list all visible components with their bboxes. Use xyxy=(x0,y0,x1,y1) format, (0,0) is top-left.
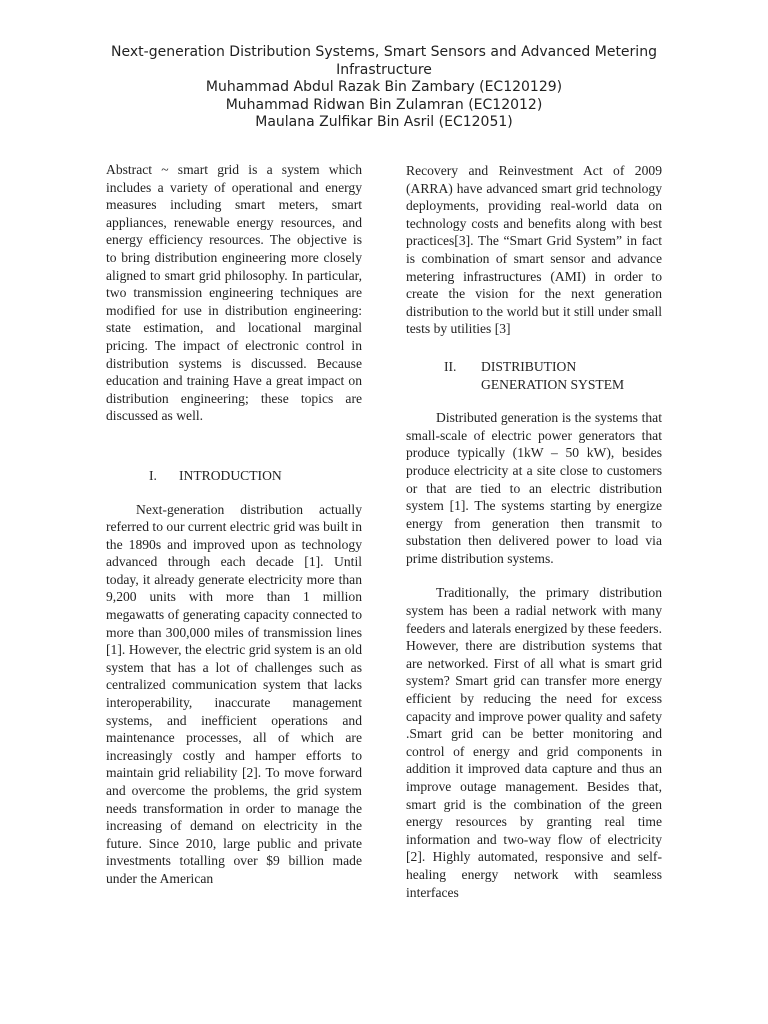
paragraph-gap xyxy=(406,567,662,584)
section-number: I. xyxy=(149,467,157,483)
left-column xyxy=(106,161,362,888)
paper-header xyxy=(0,44,768,132)
body-paragraph: Recovery and Reinvestment Act of 2009 (ARRA) have advanced smart grid technology deployments, providing real-world data on technology costs and benefits along with best practices[3]. The “Smart Grid System” in fact is combination of smart sensor and advance metering infrastructures (AMI) in order to create the vision for the next generation distribution to the world but it still under small tests by utilities [3] xyxy=(406,163,662,337)
body-paragraph: Next-generation distribution actually referred to our current electric grid was built in the 1890s and improved upon as technology advanced through each decade [1]. Until today, it already generate electricity more than 9,200 units with more than 1 million megawatts of generating capacity connected to more than 300,000 miles of transmission lines [1]. However, the electric grid system is an old system that has a lot of challenges such as centralized communication system that lacks interoperability, inaccurate management systems, and inefficient operations and maintenance processes, all of which are increasingly costly and hamper efforts to maintain grid reliability [2]. To move forward and overcome the problems, the grid system needs transformation in order to manage the increasing of demand on electricity in the future. Since 2010, large public and private investments totalling over $9 billion made under the American xyxy=(106,501,362,886)
section-heading-distribution-generation xyxy=(444,358,662,393)
abstract-paragraph: Abstract ~ smart grid is a system which includes a variety of operational and energy measures including smart meters, smart appliances, renewable energy resources, and energy efficiency resources. The objective is to bring distribution engineering more closely aligned to smart grid philosophy. In particular, two transmission engineering techniques are modified for use in distribution engineering: state estimation, and locational marginal pricing. The impact of electronic control in distribution systems is discussed. Because education and training Have a great impact on distribution engineering; these topics are discussed as well. xyxy=(106,162,362,424)
section-title-block xyxy=(481,358,624,393)
body-paragraph: Distributed generation is the systems that small-scale of electric power generators that produce typically (1kW – 50 kW), besides produce electricity at a site close to customers or that are tied to an electric distribution system [1]. The systems starting by energize energy from generation then transmit to substation then delivered power to load via prime distribution systems. xyxy=(406,410,662,566)
section-number: II. xyxy=(444,358,457,374)
author-line: Maulana Zulfikar Bin Asril (EC12051) xyxy=(255,114,513,130)
author-line: Muhammad Abdul Razak Bin Zambary (EC120129) xyxy=(205,79,563,95)
section-heading-introduction xyxy=(149,467,362,485)
author-line: Muhammad Ridwan Bin Zulamran (EC12012) xyxy=(225,96,543,113)
paper-title: Next-generation Distribution Systems, Smart Sensors and Advanced Metering Infrastructure xyxy=(111,44,657,78)
right-column xyxy=(406,162,662,901)
section-title: INTRODUCTION xyxy=(179,467,282,483)
section-title: DISTRIBUTION xyxy=(481,358,577,374)
section-title: GENERATION SYSTEM xyxy=(481,376,625,392)
body-paragraph: Traditionally, the primary distribution system has been a radial network with many feeders and laterals energized by these feeders. However, there are distribution systems that are networked. First of all what is smart grid system? Smart grid can transfer more energy efficient by reducing the need for excess capacity and improve power quality and safety .Smart grid can be better monitoring and control of energy and grid components in addition it improved data capture and thus an improve outage management. Besides that, smart grid is the combination of the green energy resources by granting real time information and two-way flow of electricity [2]. Highly automated, responsive and self-healing energy network with seamless interfaces xyxy=(406,585,662,900)
